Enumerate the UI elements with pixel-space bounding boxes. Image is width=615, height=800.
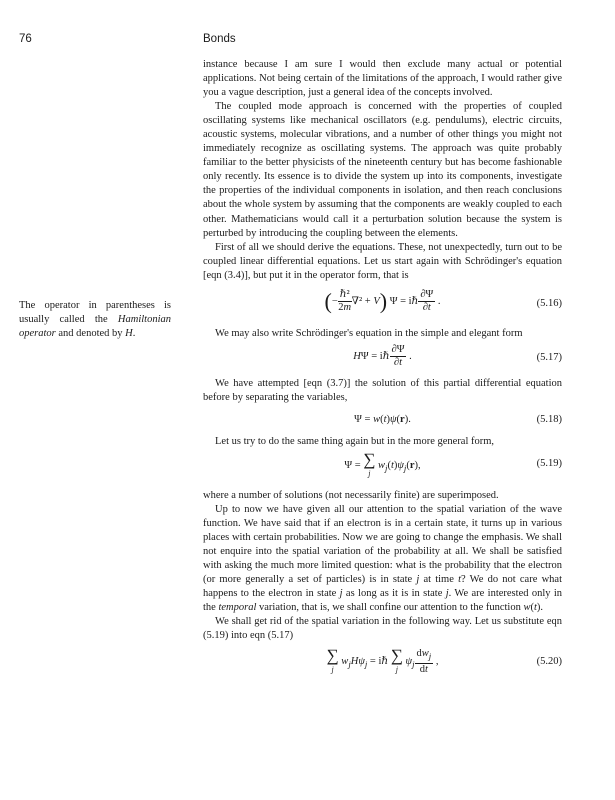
paragraph: where a number of solutions (not necessarily finite) are superimposed. — [203, 489, 499, 501]
main-text — [203, 58, 562, 687]
equation-number: (5.18) — [536, 413, 562, 425]
equation-5-16: (− $\frac{\text{ℏ²}}{2m}$ ∇² + V) Ψ = iℏ $\frac{\partial\Psi}{\partial t}$ . (5.16) — [324, 288, 562, 314]
running-header: Bonds — [203, 33, 236, 45]
paragraph: Let us try to do the same thing again but in the more general form, — [215, 435, 495, 447]
paragraph: We may also write Schrödinger's equation in the simple and elegant form — [215, 327, 523, 339]
equation-5-19: Ψ = ∑ j $w_j(t)\psi_j(r)$, (5.19) — [344, 449, 562, 478]
equation-number: (5.19) — [536, 457, 562, 469]
margin-note: The operator in parentheses is usually called the Hamiltonian operator and denoted by H. — [19, 300, 171, 339]
paragraph: First of all we should derive the equations. These, not unexpectedly, turn out to be coupled linear differential equations. Let us start again with Schrödinger's equation [eqn (3.4)], but put it in the operator form, that is — [203, 241, 562, 281]
paragraph: instance because I am sure I would then exclude many actual or potential applications. Not being certain of the limitations of the approach, I would rather give you a vague description, just a general idea of the concepts involved. — [203, 59, 562, 99]
paragraph: We have attempted [eqn (3.7)] the solution of this partial differential equation before by separating the variables, — [203, 377, 562, 403]
equation-number: (5.20) — [536, 656, 562, 668]
paragraph: We shall get rid of the spatial variation in the following way. Let us substitute eqn (5.19) into eqn (5.17) — [203, 616, 562, 642]
equation-5-17: HΨ = iℏ $\frac{\partial\Psi}{\partial t}$ . (5.17) — [353, 343, 562, 368]
equation-5-20: ∑ j $w_jH\psi_j$ = iℏ ∑ j $\psi_j$ $\frac{dw_j}{dt}$ , (5.20) — [326, 646, 562, 675]
equation-5-18: Ψ = w(t)ψ(r). (5.18) — [203, 405, 562, 435]
equation-number: (5.17) — [536, 351, 562, 363]
equation-number: (5.16) — [536, 297, 562, 309]
paragraph: Up to now we have given all our attention to the spatial variation of the wave function. We have said that if an electron is in a certain state, it turns up in various places with certain probabilities. Now we are going to change the emphasis. We shall not enquire into the spatial variation of the probability at all. We shall be satisfied with asking the much more limited question: what is the probability that the electron (or more generally a set of particles) is in state j at time t? We do not care what happens to the electron in state j as long as it is in state j. We are interested only in the temporal variation, that is, we shall confine our attention to the function w(t). — [203, 503, 562, 614]
page-number: 76 — [19, 33, 32, 45]
paragraph: The coupled mode approach is concerned with the properties of coupled oscillating systems like mechanical oscillators (e.g. pendulums), electric circuits, acoustic systems, molecular vibrations, and a number of other things you might not immediately recognize as oscillating systems. The approach was quite probably familiar to the better physicists of the nineteenth century but has become fashionable only recently. Its essence is to divide the system up into its components, investigate the properties of the individual components in isolation, and then reach conclusions about the whole system by assuming that the components are weakly coupled to each other. Mathematicians would call it a perturbation solution because the system is perturbed by introducing the coupling between the elements. — [203, 101, 562, 239]
